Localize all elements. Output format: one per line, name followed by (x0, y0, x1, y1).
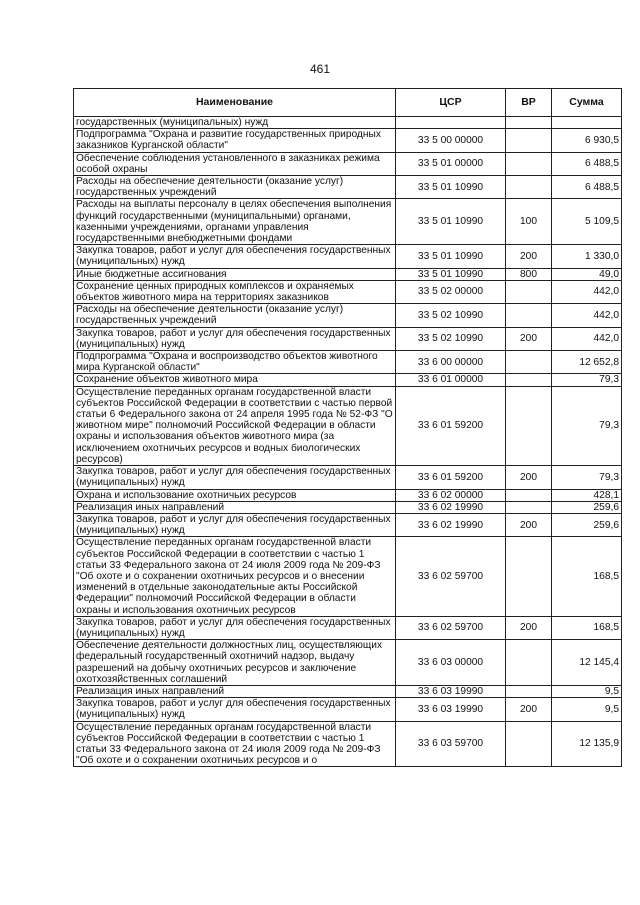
table-row (74, 489, 622, 501)
cell-name: Осуществление переданных органам государственной власти субъектов Российской Федерации в соответствии с частью 1 статьи 33 Федерального закона от 24 июля 2009 года № 209-ФЗ "Об охоте и о сохранении охотничьих ресурсов и о (74, 721, 396, 767)
cell-vr (506, 386, 552, 465)
cell-sum: 168,5 (552, 616, 622, 639)
cell-vr (506, 129, 552, 152)
cell-name: Реализация иных направлений (74, 685, 396, 697)
cell-vr: 200 (506, 513, 552, 536)
table-row (74, 304, 622, 327)
cell-csr: 33 5 02 10990 (396, 304, 506, 327)
header-csr: ЦСР (396, 89, 506, 117)
cell-sum: 12 652,8 (552, 351, 622, 374)
cell-name: Обеспечение деятельности должностных лиц, осуществляющих федеральный государственный охотничий надзор, выдачу разрешений на добычу охотничьих ресурсов и заключение охотхозяйственных соглашений (74, 640, 396, 686)
cell-csr (396, 117, 506, 129)
cell-vr (506, 537, 552, 616)
cell-vr (506, 721, 552, 767)
cell-sum: 12 145,4 (552, 640, 622, 686)
table-row (74, 466, 622, 489)
table-row (74, 129, 622, 152)
cell-name: Охрана и использование охотничьих ресурсов (74, 489, 396, 501)
cell-name: Закупка товаров, работ и услуг для обеспечения государственных (муниципальных) нужд (74, 513, 396, 536)
cell-name: Расходы на обеспечение деятельности (оказание услуг) государственных учреждений (74, 176, 396, 199)
cell-sum: 428,1 (552, 489, 622, 501)
table-row (74, 351, 622, 374)
cell-name: Расходы на обеспечение деятельности (оказание услуг) государственных учреждений (74, 304, 396, 327)
cell-name: Реализация иных направлений (74, 501, 396, 513)
cell-sum: 168,5 (552, 537, 622, 616)
table-row (74, 245, 622, 268)
table-row (74, 268, 622, 280)
cell-sum: 5 109,5 (552, 199, 622, 245)
cell-name: Закупка товаров, работ и услуг для обеспечения государственных (муниципальных) нужд (74, 245, 396, 268)
header-vr: ВР (506, 89, 552, 117)
cell-sum: 6 930,5 (552, 129, 622, 152)
cell-csr: 33 5 01 10990 (396, 245, 506, 268)
cell-sum: 49,0 (552, 268, 622, 280)
cell-vr (506, 176, 552, 199)
cell-csr: 33 6 03 19990 (396, 698, 506, 721)
table-row (74, 640, 622, 686)
cell-vr: 200 (506, 245, 552, 268)
header-sum: Сумма (552, 89, 622, 117)
cell-vr (506, 304, 552, 327)
cell-sum: 259,6 (552, 513, 622, 536)
cell-name: Сохранение ценных природных комплексов и охраняемых объектов животного мира на территориях заказников (74, 280, 396, 303)
cell-name: Закупка товаров, работ и услуг для обеспечения государственных (муниципальных) нужд (74, 466, 396, 489)
table-row (74, 117, 622, 129)
table-row (74, 513, 622, 536)
table-row (74, 374, 622, 386)
cell-vr: 200 (506, 616, 552, 639)
cell-vr (506, 117, 552, 129)
cell-sum: 12 135,9 (552, 721, 622, 767)
table-row (74, 537, 622, 616)
cell-sum: 442,0 (552, 304, 622, 327)
cell-vr (506, 374, 552, 386)
cell-name: Иные бюджетные ассигнования (74, 268, 396, 280)
table-body (74, 117, 622, 767)
cell-vr (506, 280, 552, 303)
table-row (74, 152, 622, 175)
cell-csr: 33 6 02 59700 (396, 616, 506, 639)
cell-sum (552, 117, 622, 129)
cell-vr: 200 (506, 466, 552, 489)
cell-csr: 33 6 03 00000 (396, 640, 506, 686)
cell-name: Закупка товаров, работ и услуг для обеспечения государственных (муниципальных) нужд (74, 698, 396, 721)
cell-sum: 442,0 (552, 280, 622, 303)
cell-csr: 33 5 01 10990 (396, 199, 506, 245)
cell-csr: 33 6 01 00000 (396, 374, 506, 386)
table-header-row (74, 89, 622, 117)
cell-vr (506, 640, 552, 686)
cell-sum: 79,3 (552, 466, 622, 489)
table-row (74, 199, 622, 245)
table-row (74, 698, 622, 721)
cell-name: Подпрограмма "Охрана и развитие государственных природных заказников Курганской области" (74, 129, 396, 152)
cell-csr: 33 6 02 00000 (396, 489, 506, 501)
cell-vr: 200 (506, 327, 552, 350)
cell-name: Закупка товаров, работ и услуг для обеспечения государственных (муниципальных) нужд (74, 327, 396, 350)
cell-sum: 1 330,0 (552, 245, 622, 268)
cell-sum: 6 488,5 (552, 152, 622, 175)
cell-vr: 800 (506, 268, 552, 280)
table-row (74, 327, 622, 350)
cell-name: Подпрограмма "Охрана и воспроизводство объектов животного мира Курганской области" (74, 351, 396, 374)
cell-name: государственных (муниципальных) нужд (74, 117, 396, 129)
table-row (74, 176, 622, 199)
cell-name: Осуществление переданных органам государственной власти субъектов Российской Федерации в соответствии с частью 1 статьи 33 Федерального закона от 24 июля 2009 года № 209-ФЗ "Об охоте и о сохранении охотничьих ресурсов и о внесении изменений в отдельные законодательные акты Российской Федерации" полномочий Российской Федерации в области охраны и использования охотничьих ресурсов (74, 537, 396, 616)
budget-table (73, 88, 622, 767)
cell-vr (506, 489, 552, 501)
cell-sum: 9,5 (552, 685, 622, 697)
cell-csr: 33 6 01 59200 (396, 386, 506, 465)
cell-sum: 9,5 (552, 698, 622, 721)
cell-vr: 100 (506, 199, 552, 245)
cell-csr: 33 6 00 00000 (396, 351, 506, 374)
cell-vr (506, 501, 552, 513)
cell-name: Расходы на выплаты персоналу в целях обеспечения выполнения функций государственными (муниципальными) органами, казенными учреждениями, органами управления государственными внебюджетными фондами (74, 199, 396, 245)
table-row (74, 616, 622, 639)
cell-name: Обеспечение соблюдения установленного в заказниках режима особой охраны (74, 152, 396, 175)
cell-csr: 33 6 01 59200 (396, 466, 506, 489)
cell-name: Сохранение объектов животного мира (74, 374, 396, 386)
cell-vr (506, 685, 552, 697)
cell-sum: 6 488,5 (552, 176, 622, 199)
cell-csr: 33 5 01 10990 (396, 176, 506, 199)
cell-csr: 33 5 02 00000 (396, 280, 506, 303)
cell-sum: 79,3 (552, 386, 622, 465)
cell-sum: 79,3 (552, 374, 622, 386)
cell-vr (506, 351, 552, 374)
cell-csr: 33 6 02 19990 (396, 501, 506, 513)
table-row (74, 721, 622, 767)
table-row (74, 685, 622, 697)
cell-csr: 33 5 01 10990 (396, 268, 506, 280)
table-row (74, 386, 622, 465)
cell-name: Осуществление переданных органам государственной власти субъектов Российской Федерации в соответствии с частью первой статьи 6 Федерального закона от 24 апреля 1995 года № 52-ФЗ "О животном мире" полномочий Российской Федерации в области охраны и использования объектов животного мира (за исключением охотничьих ресурсов и водных биологических ресурсов) (74, 386, 396, 465)
cell-vr: 200 (506, 698, 552, 721)
cell-name: Закупка товаров, работ и услуг для обеспечения государственных (муниципальных) нужд (74, 616, 396, 639)
table-row (74, 501, 622, 513)
cell-csr: 33 6 02 19990 (396, 513, 506, 536)
cell-sum: 442,0 (552, 327, 622, 350)
cell-csr: 33 6 03 19990 (396, 685, 506, 697)
cell-csr: 33 5 02 10990 (396, 327, 506, 350)
page-number: 461 (309, 62, 331, 76)
cell-csr: 33 6 03 59700 (396, 721, 506, 767)
cell-sum: 259,6 (552, 501, 622, 513)
table-row (74, 280, 622, 303)
header-name: Наименование (74, 89, 396, 117)
cell-csr: 33 5 00 00000 (396, 129, 506, 152)
cell-vr (506, 152, 552, 175)
cell-csr: 33 5 01 00000 (396, 152, 506, 175)
cell-csr: 33 6 02 59700 (396, 537, 506, 616)
